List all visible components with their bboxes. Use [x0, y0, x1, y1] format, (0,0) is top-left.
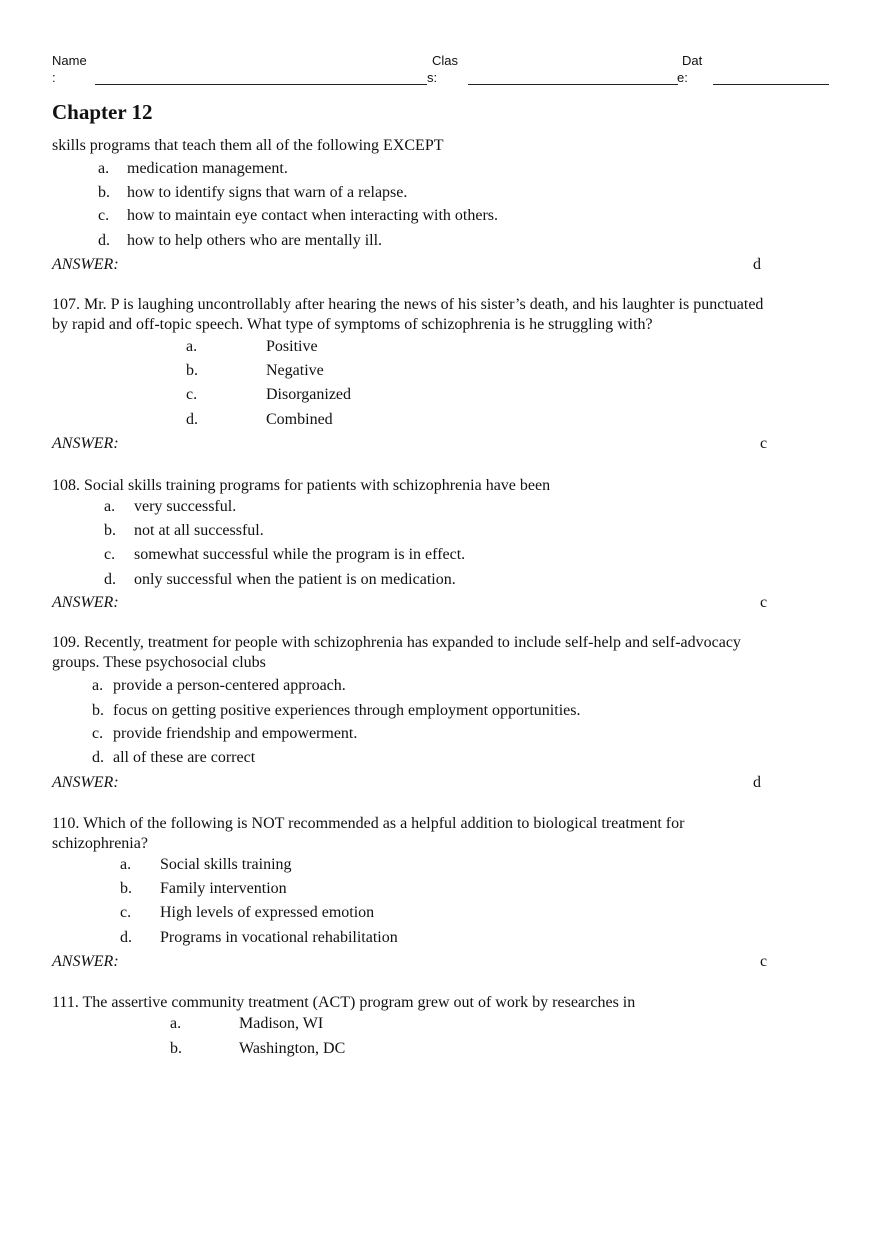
option-letter: b.	[186, 362, 198, 379]
option-letter: a.	[92, 677, 104, 694]
option-letter: c.	[92, 725, 104, 742]
option-letter: d.	[98, 232, 110, 249]
question-stem: 109. Recently, treatment for people with schizophrenia has expanded to include self-help and self-advocacy	[52, 634, 741, 651]
option-text: Programs in vocational rehabilitation	[160, 929, 398, 946]
answer-value: c	[760, 953, 768, 970]
answer-value: d	[753, 774, 761, 791]
option-text: only successful when the patient is on medication.	[134, 571, 456, 588]
option-letter: d.	[104, 571, 116, 588]
name-label: Name	[52, 53, 87, 68]
option-text: how to identify signs that warn of a relapse.	[127, 184, 408, 201]
option-letter: a.	[170, 1015, 182, 1032]
question-stem: skills programs that teach them all of the following EXCEPT	[52, 137, 444, 154]
option-letter: d.	[120, 929, 132, 946]
question-stem: groups. These psychosocial clubs	[52, 654, 266, 671]
answer-label: ANSWER:	[52, 774, 119, 791]
answer-label: ANSWER:	[52, 256, 119, 273]
option-letter: b.	[98, 184, 110, 201]
option-text: High levels of expressed emotion	[160, 904, 375, 921]
chapter-title: Chapter 12	[52, 100, 153, 124]
option-text: very successful.	[134, 498, 237, 515]
question-stem: 110. Which of the following is NOT recommended as a helpful addition to biological treatment for	[52, 815, 685, 832]
date-field[interactable]	[713, 84, 829, 85]
option-text: how to help others who are mentally ill.	[127, 232, 383, 249]
option-text: somewhat successful while the program is in effect.	[134, 546, 466, 563]
answer-label: ANSWER:	[52, 594, 119, 611]
option-letter: d.	[186, 411, 198, 428]
question-stem: 111. The assertive community treatment (ACT) program grew out of work by researches in	[52, 994, 636, 1011]
option-text: Washington, DC	[239, 1040, 346, 1057]
date-label: Dat	[682, 53, 703, 68]
option-letter: a.	[120, 856, 132, 873]
answer-value: c	[760, 435, 768, 452]
class-field[interactable]	[468, 84, 678, 85]
option-text: Social skills training	[160, 856, 292, 873]
option-letter: b.	[92, 702, 104, 719]
question-stem: schizophrenia?	[52, 835, 148, 852]
name-field[interactable]	[95, 84, 427, 85]
answer-label: ANSWER:	[52, 953, 119, 970]
option-letter: c.	[98, 207, 110, 224]
answer-value: d	[753, 256, 761, 273]
option-text: Madison, WI	[239, 1015, 324, 1032]
option-text: Combined	[266, 411, 333, 428]
option-text: focus on getting positive experiences through employment opportunities.	[113, 702, 581, 719]
question-stem: by rapid and off-topic speech. What type of symptoms of schizophrenia is he struggling with?	[52, 316, 653, 333]
option-text: Disorganized	[266, 386, 352, 403]
option-text: Family intervention	[160, 880, 287, 897]
option-letter: a.	[98, 160, 110, 177]
option-letter: b.	[104, 522, 116, 539]
date-colon: e:	[677, 70, 688, 85]
option-letter: b.	[120, 880, 132, 897]
option-letter: c.	[120, 904, 132, 921]
answer-label: ANSWER:	[52, 435, 119, 452]
option-text: provide friendship and empowerment.	[113, 725, 358, 742]
option-letter: a.	[104, 498, 116, 515]
option-text: all of these are correct	[113, 749, 256, 766]
option-text: Negative	[266, 362, 324, 379]
question-stem: 108. Social skills training programs for patients with schizophrenia have been	[52, 477, 551, 494]
option-text: how to maintain eye contact when interacting with others.	[127, 207, 498, 224]
question-stem: 107. Mr. P is laughing uncontrollably after hearing the news of his sister’s death, and his laughter is punctuated	[52, 296, 764, 313]
class-colon: s:	[427, 70, 438, 85]
option-letter: c.	[104, 546, 116, 563]
option-letter: c.	[186, 386, 198, 403]
option-text: provide a person-centered approach.	[113, 677, 346, 694]
option-text: Positive	[266, 338, 318, 355]
answer-value: c	[760, 594, 768, 611]
option-text: not at all successful.	[134, 522, 264, 539]
option-text: medication management.	[127, 160, 288, 177]
option-letter: d.	[92, 749, 104, 766]
name-colon: :	[52, 70, 56, 85]
option-letter: b.	[170, 1040, 182, 1057]
option-letter: a.	[186, 338, 198, 355]
class-label: Clas	[432, 53, 459, 68]
